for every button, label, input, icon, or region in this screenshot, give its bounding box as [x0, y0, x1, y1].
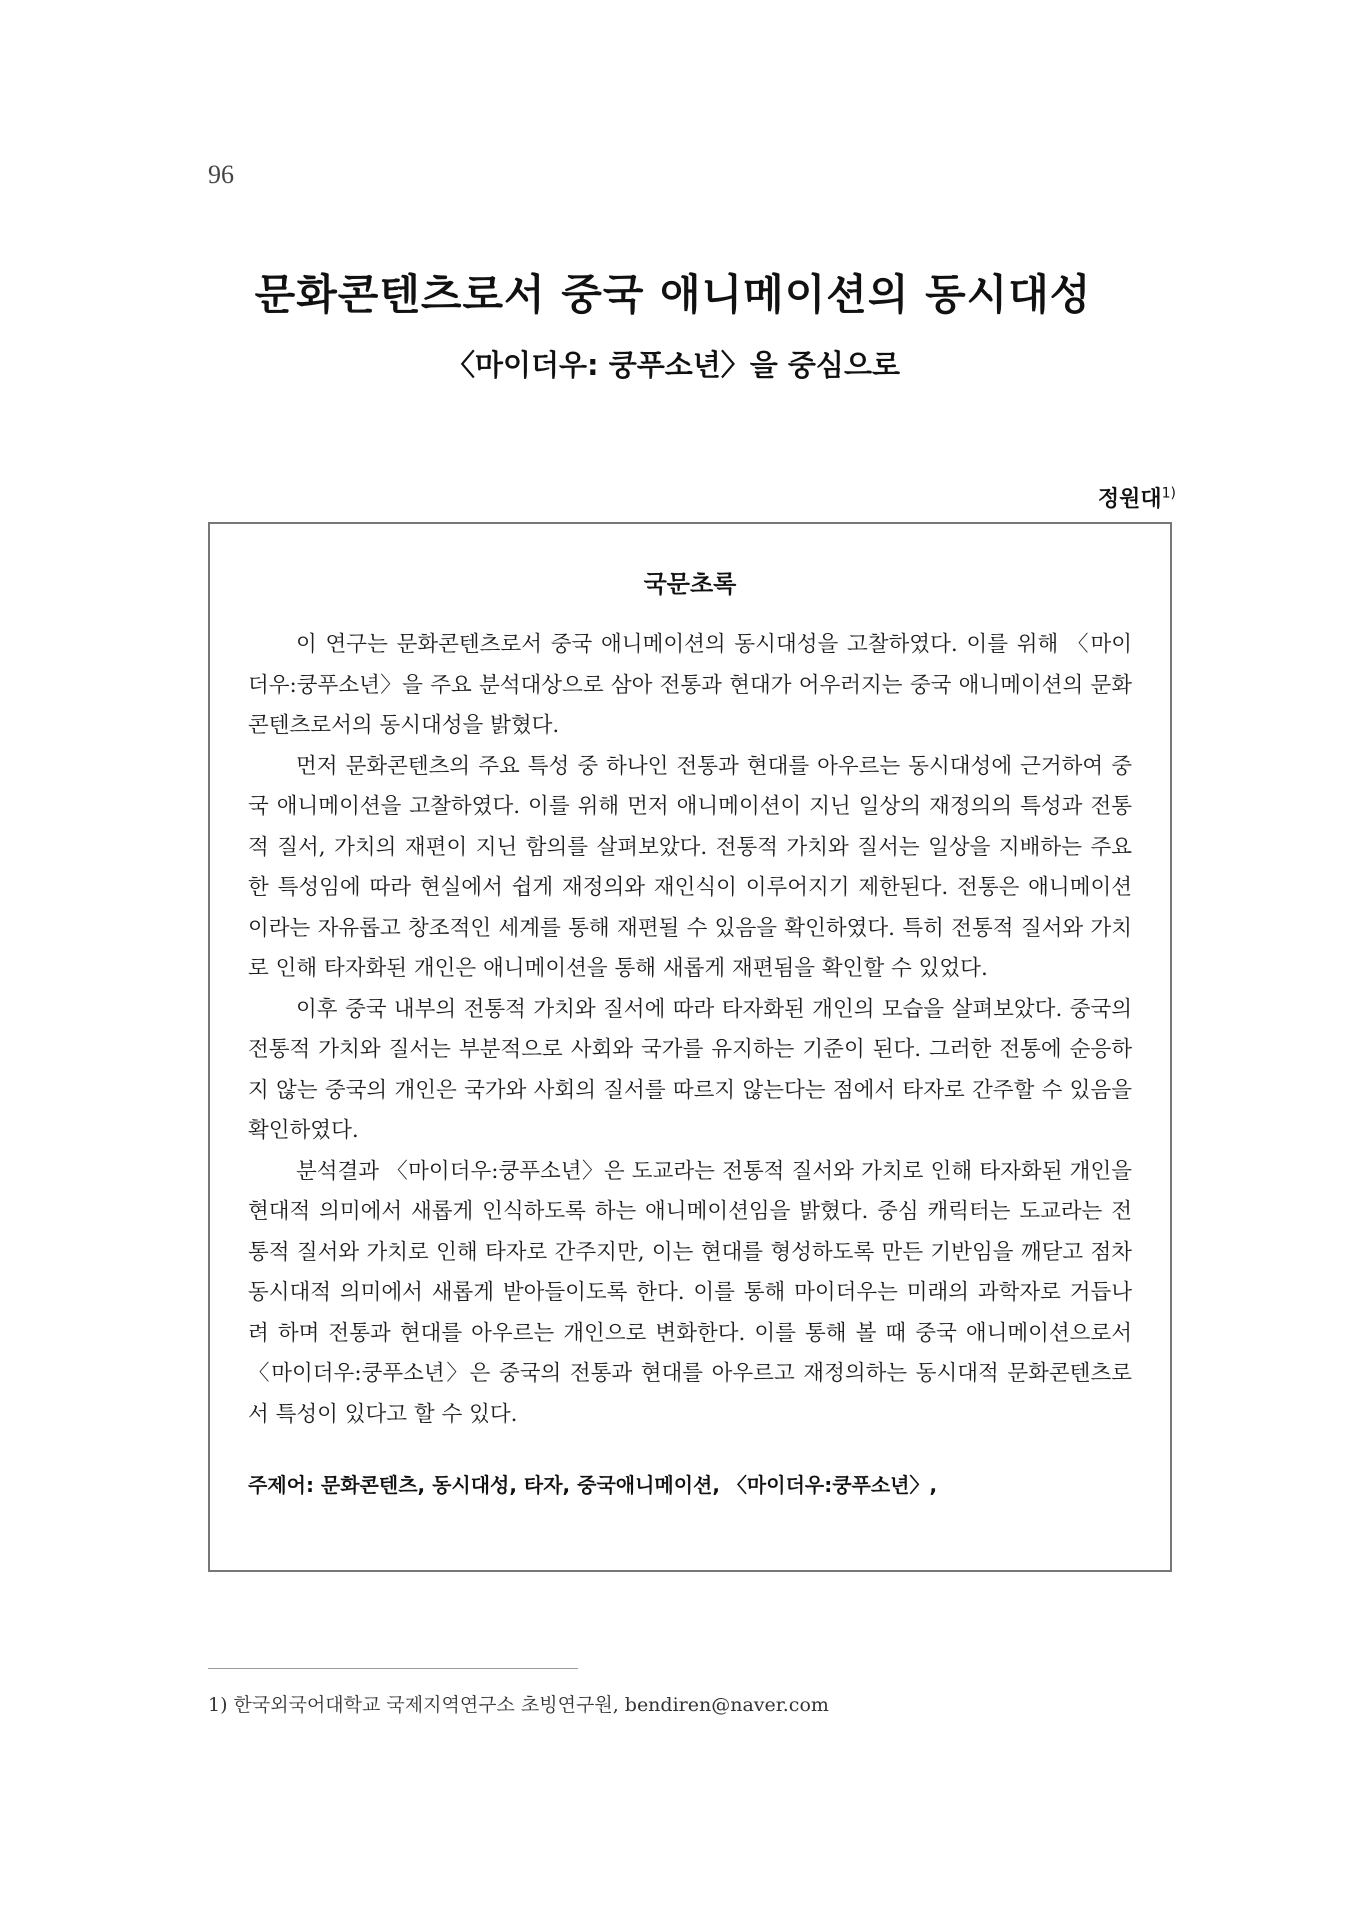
footnote: 1) 한국외국어대학교 국제지역연구소 초빙연구원, bendiren@naver.com — [208, 1694, 829, 1716]
paper-title: 문화콘텐츠로서 중국 애니메이션의 동시대성 — [254, 270, 1092, 319]
paper-subtitle: 〈마이더우: 쿵푸소년〉을 중심으로 — [446, 348, 900, 382]
abstract-box — [208, 522, 1172, 1572]
abstract-paragraph-4: 분석결과 〈마이더우:쿵푸소년〉은 도교라는 전통적 질서와 가치로 인해 타자화된 개인을 현대적 의미에서 새롭게 인식하도록 하는 애니메이션임을 밝혔다. 중심 캐릭터는 도교라는 전통적 질서와 가치로 인해 타자로 간주지만, 이는 현대를 형성하도록 만든 기반임을 깨닫고 점차 동시대적 의미에서 새롭게 받아들이도록 한다. 이를 통해 마이더우는 미래의 과학자로 거듭나려 하며 전통과 현대를 아우르는 개인으로 변화한다. 이를 통해 볼 때 중국 애니메이션으로서 〈마이더우:쿵푸소년〉은 중국의 전통과 현대를 아우르고 재정의하는 동시대적 문화콘텐츠로서 특성이 있다고 할 수 있다. — [248, 1158, 1132, 1427]
page-number: 96 — [208, 160, 234, 189]
keywords: 주제어: 문화콘텐츠, 동시대성, 타자, 중국애니메이션, 〈마이더우:쿵푸소년〉, — [248, 1473, 938, 1497]
abstract-heading: 국문초록 — [643, 570, 737, 598]
abstract-paragraph-1: 이 연구는 문화콘텐츠로서 중국 애니메이션의 동시대성을 고찰하였다. 이를 위해 〈마이더우:쿵푸소년〉을 주요 분석대상으로 삼아 전통과 현대가 어우러지는 중국 애니메이션의 문화콘텐츠로서의 동시대성을 밝혔다. — [248, 632, 1132, 738]
abstract-paragraph-2: 먼저 문화콘텐츠의 주요 특성 중 하나인 전통과 현대를 아우르는 동시대성에 근거하여 중국 애니메이션을 고찰하였다. 이를 위해 먼저 애니메이션이 지닌 일상의 재정의의 특성과 전통적 질서, 가치의 재편이 지닌 함의를 살펴보았다. 전통적 가치와 질서는 일상을 지배하는 주요한 특성임에 따라 현실에서 쉽게 재정의와 재인식이 이루어지기 제한된다. 전통은 애니메이션이라는 자유롭고 창조적인 세계를 통해 재편될 수 있음을 확인하였다. 특히 전통적 질서와 가치로 인해 타자화된 개인은 애니메이션을 통해 새롭게 재편됨을 확인할 수 있었다. — [248, 753, 1132, 981]
author-footnote-mark: 1) — [1161, 485, 1176, 502]
author — [1098, 482, 1176, 513]
footnote-divider — [208, 1668, 578, 1669]
author-name: 정원대 — [1097, 487, 1162, 512]
abstract-paragraph-3: 이후 중국 내부의 전통적 가치와 질서에 따라 타자화된 개인의 모습을 살펴보았다. 중국의 전통적 가치와 질서는 부분적으로 사회와 국가를 유지하는 기준이 된다. 그러한 전통에 순응하지 않는 중국의 개인은 국가와 사회의 질서를 따르지 않는다는 점에서 타자로 간주할 수 있음을 확인하였다. — [248, 996, 1132, 1143]
